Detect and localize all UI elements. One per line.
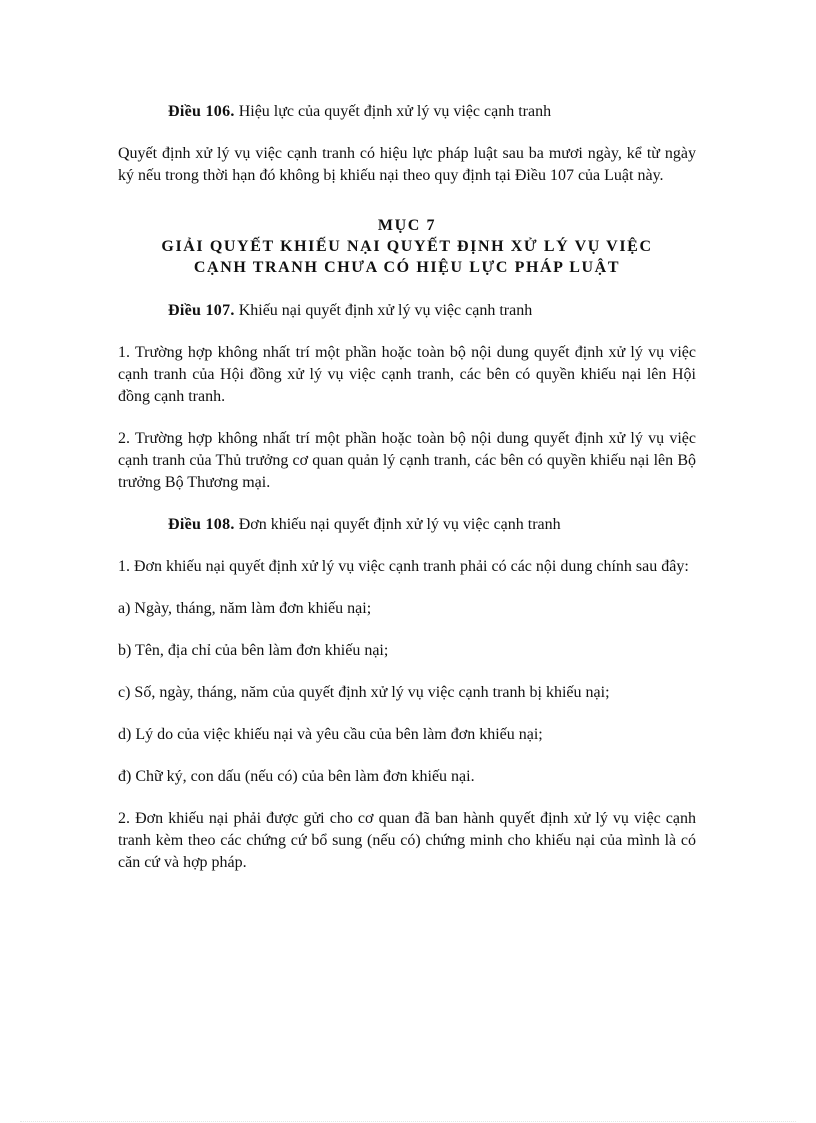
article-107-clause-1: 1. Trường hợp không nhất trí một phần hoặc toàn bộ nội dung quyết định xử lý vụ việc cạnh tranh của Hội đồng xử lý vụ việc cạnh tranh, các bên có quyền khiếu nại lên Hội đồng cạnh tranh. [118,344,696,405]
section-7-heading [118,215,696,278]
article-107-heading [118,300,696,322]
article-106-paragraph: Quyết định xử lý vụ việc cạnh tranh có hiệu lực pháp luật sau ba mươi ngày, kể từ ngày ký nếu trong thời hạn đó không bị khiếu nại theo quy định tại Điều 107 của Luật này. [118,145,696,184]
article-108-heading [118,514,696,536]
article-108-clause-1: 1. Đơn khiếu nại quyết định xử lý vụ việc cạnh tranh phải có các nội dung chính sau đây: [118,558,689,575]
article-106-heading [118,101,696,123]
article-106-title: Hiệu lực của quyết định xử lý vụ việc cạnh tranh [238,103,552,120]
section-7-label: MỤC 7 [377,217,437,234]
article-107-number: Điều 107. [168,302,235,319]
section-7-title-line-1: GIẢI QUYẾT KHIẾU NẠI QUYẾT ĐỊNH XỬ LÝ VỤ VIỆC [161,238,653,255]
article-107-title: Khiếu nại quyết định xử lý vụ việc cạnh tranh [238,302,533,319]
list-item-d: d) Lý do của việc khiếu nại và yêu cầu của bên làm đơn khiếu nại; [118,726,543,743]
list-item-dd: đ) Chữ ký, con dấu (nếu có) của bên làm đơn khiếu nại. [118,768,475,785]
article-106-number: Điều 106. [168,103,235,120]
article-108-clause-2: 2. Đơn khiếu nại phải được gửi cho cơ quan đã ban hành quyết định xử lý vụ việc cạnh tranh kèm theo các chứng cứ bổ sung (nếu có) chứng minh cho khiếu nại của mình là có căn cứ và hợp pháp. [118,810,696,871]
section-7-title-line-2: CẠNH TRANH CHƯA CÓ HIỆU LỰC PHÁP LUẬT [193,259,621,276]
article-107-clause-2: 2. Trường hợp không nhất trí một phần hoặc toàn bộ nội dung quyết định xử lý vụ việc cạnh tranh của Thủ trưởng cơ quan quản lý cạnh tranh, các bên có quyền khiếu nại lên Bộ trưởng Bộ Thương mại. [118,430,696,491]
document-body [118,101,696,894]
list-item-a: a) Ngày, tháng, năm làm đơn khiếu nại; [118,600,372,617]
article-108-title: Đơn khiếu nại quyết định xử lý vụ việc cạnh tranh [238,516,561,533]
list-item-c: c) Số, ngày, tháng, năm của quyết định xử lý vụ việc cạnh tranh bị khiếu nại; [118,684,610,701]
article-108-number: Điều 108. [168,516,235,533]
list-item-b: b) Tên, địa chỉ của bên làm đơn khiếu nại; [118,642,389,659]
page-bottom-divider [20,1121,796,1122]
